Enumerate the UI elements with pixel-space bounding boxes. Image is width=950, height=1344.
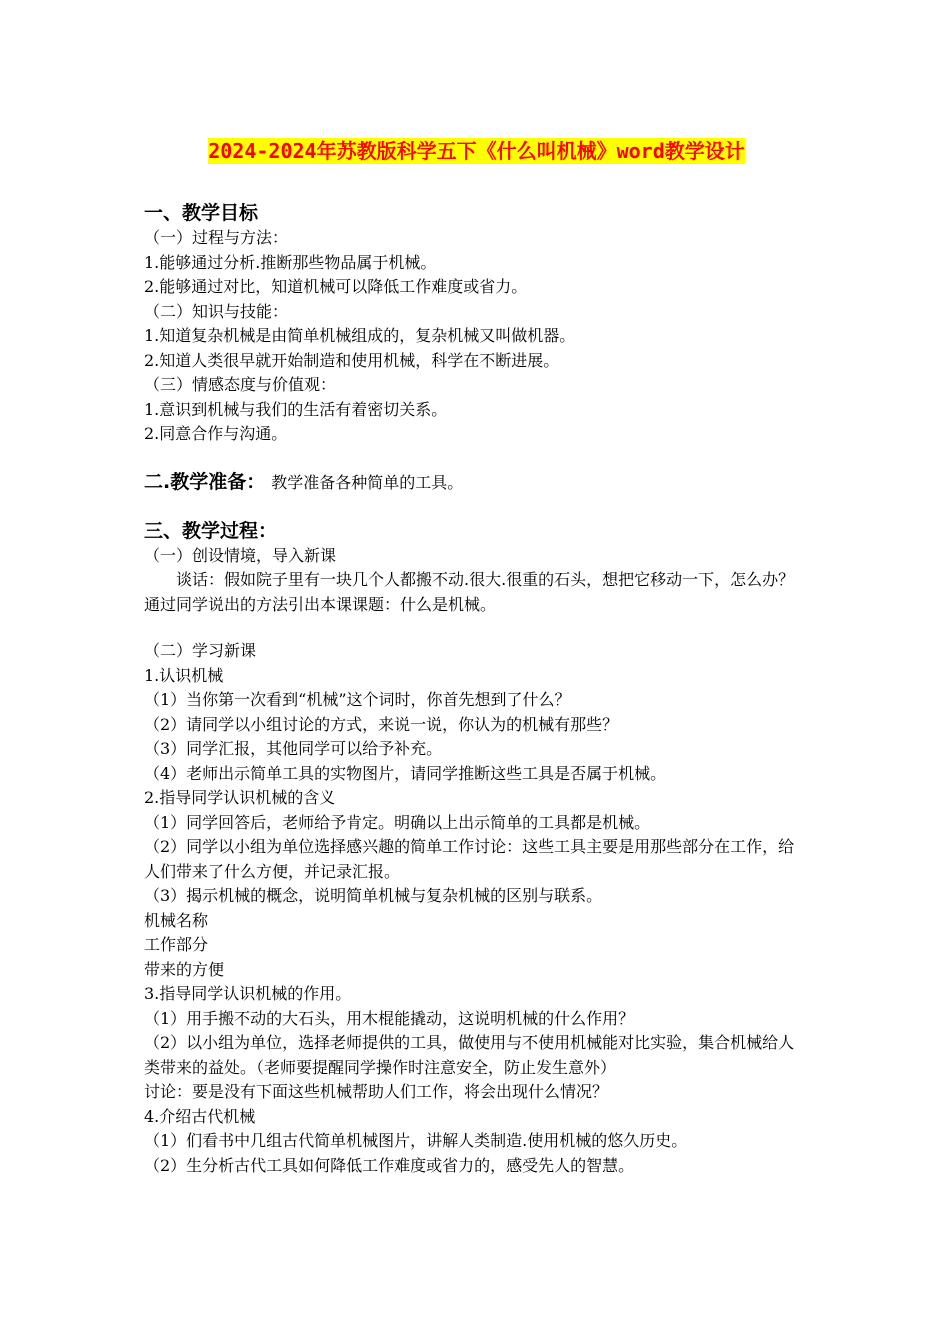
paragraph: 谈话：假如院子里有一块几个人都搬不动.很大.很重的石头，想把它移动一下，怎么办？通过同学说出的方法引出本课课题：什么是机械。 bbox=[144, 570, 795, 614]
paragraph: （3）同学汇报，其他同学可以给予补充。 bbox=[144, 739, 443, 758]
paragraph: 1.知道复杂机械是由简单机械组成的，复杂机械又叫做机器。 bbox=[144, 326, 576, 345]
paragraph: （三）情感态度与价值观： bbox=[144, 375, 337, 394]
paragraph: 1.能够通过分析.推断那些物品属于机械。 bbox=[144, 252, 437, 272]
subsection-title: （一）创设情境，导入新课 bbox=[144, 545, 337, 565]
paragraph: （二）学习新课 bbox=[144, 641, 257, 660]
preparation-heading-text: 二.教学准备： bbox=[144, 470, 266, 493]
paragraph: 4.介绍古代机械 bbox=[144, 1106, 256, 1126]
paragraph: （2）以小组为单位，选择老师提供的工具，做使用与不使用机械能对比实验，集合机械给人类带来的益处。（老师要提醒同学操作时注意安全，防止发生意外） bbox=[144, 1033, 795, 1077]
paragraph: 讨论：要是没有下面这些机械帮助人们工作，将会出现什么情况？ bbox=[144, 1082, 609, 1101]
section-heading-preparation bbox=[144, 469, 809, 496]
document-title bbox=[144, 135, 809, 164]
section-heading-process: 三、教学过程： bbox=[144, 519, 278, 542]
paragraph: （2）生分析古代工具如何降低工作难度或省力的，感受先人的智慧。 bbox=[144, 1155, 635, 1175]
paragraph: （一）过程与方法： bbox=[144, 228, 289, 247]
paragraph: （二）知识与技能： bbox=[144, 301, 289, 321]
paragraph: （3）揭示机械的概念，说明简单机械与复杂机械的区别与联系。 bbox=[144, 886, 603, 905]
paragraph: （1）用手搬不动的大石头，用木棍能撬动，这说明机械的什么作用？ bbox=[144, 1008, 635, 1028]
process-list bbox=[144, 639, 809, 1178]
paragraph: 3.指导同学认识机械的作用。 bbox=[144, 984, 352, 1003]
paragraph: （2）同学以小组为单位选择感兴趣的简单工作讨论：这些工具主要是用那些部分在工作，给人们带来了什么方便，并记录汇报。 bbox=[144, 837, 795, 881]
paragraph: 1.意识到机械与我们的生活有着密切关系。 bbox=[144, 399, 448, 419]
objectives-list bbox=[144, 226, 809, 447]
spacer bbox=[144, 496, 809, 518]
table-label: 带来的方便 bbox=[144, 959, 225, 979]
spacer bbox=[144, 447, 809, 469]
document-title-text: 2024-2024年苏教版科学五下《什么叫机械》word教学设计 bbox=[208, 139, 745, 163]
paragraph: （1）同学回答后，老师给予肯定。明确以上出示简单的工具都是机械。 bbox=[144, 812, 651, 832]
paragraph: 1.认识机械 bbox=[144, 665, 224, 685]
paragraph: （2）请同学以小组讨论的方式，来说一说，你认为的机械有那些？ bbox=[144, 714, 619, 734]
preparation-body: 教学准备各种简单的工具。 bbox=[271, 472, 464, 492]
paragraph: 2.能够通过对比，知道机械可以降低工作难度或省力。 bbox=[144, 277, 528, 296]
paragraph: （1）当你第一次看到“机械”这个词时，你首先想到了什么？ bbox=[144, 690, 571, 709]
section-heading-objectives: 一、教学目标 bbox=[144, 202, 259, 224]
table-label: 机械名称 bbox=[144, 910, 209, 930]
table-label: 工作部分 bbox=[144, 935, 209, 954]
document-body bbox=[144, 135, 809, 1178]
paragraph: 2.指导同学认识机械的含义 bbox=[144, 788, 336, 807]
paragraph: 2.同意合作与沟通。 bbox=[144, 424, 288, 443]
paragraph: （1）们看书中几组古代简单机械图片，讲解人类制造.使用机械的悠久历史。 bbox=[144, 1131, 688, 1150]
spacer bbox=[144, 617, 809, 639]
paragraph: 2.知道人类很早就开始制造和使用机械，科学在不断进展。 bbox=[144, 350, 560, 370]
paragraph: （4）老师出示简单工具的实物图片，请同学推断这些工具是否属于机械。 bbox=[144, 763, 667, 783]
